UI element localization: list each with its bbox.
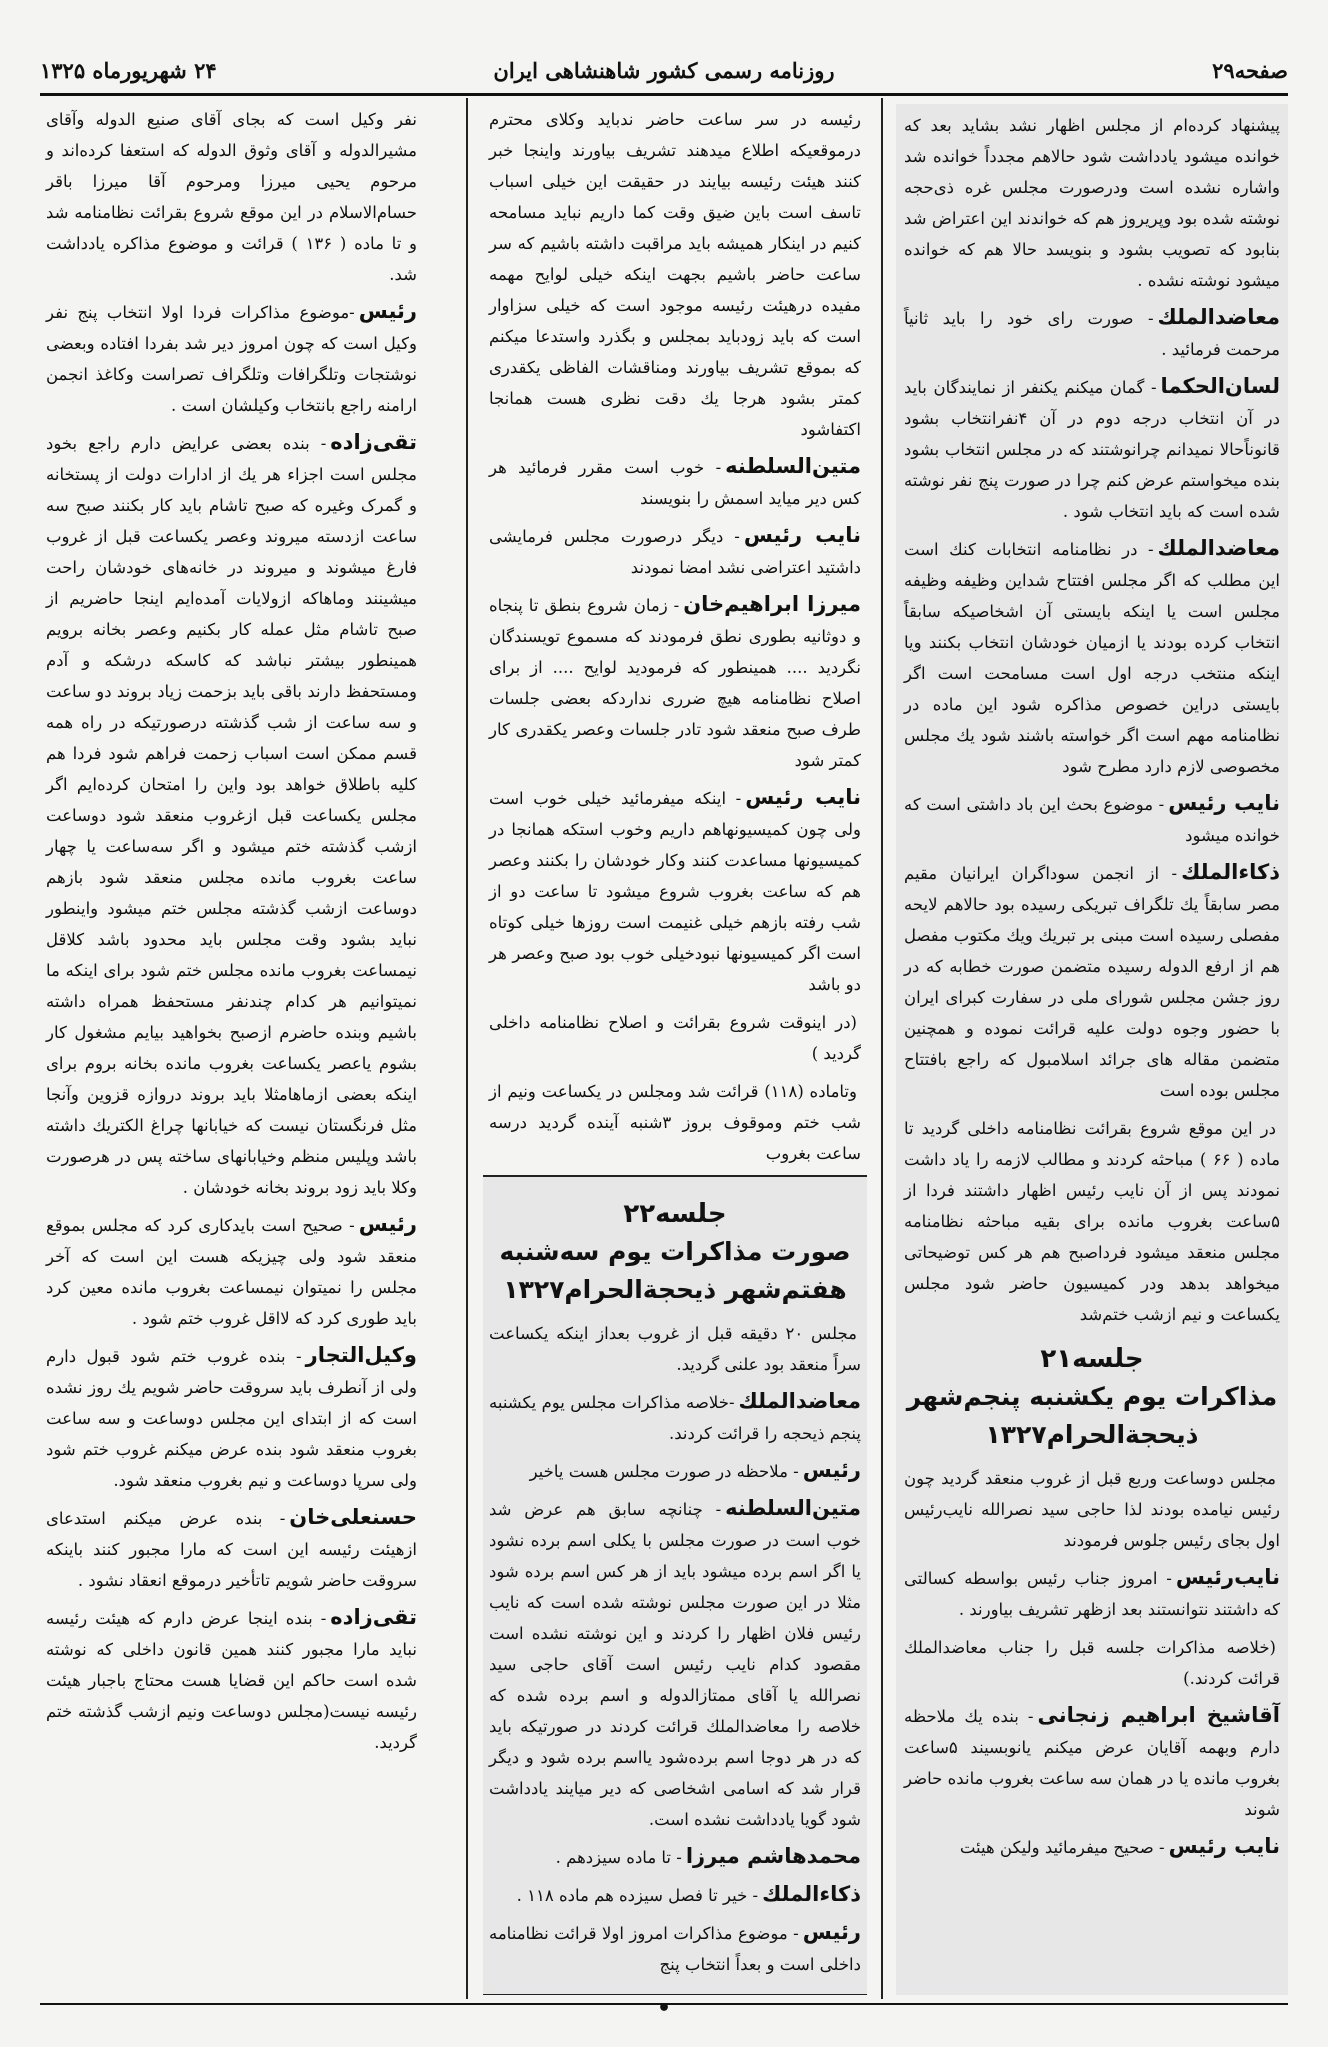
paragraph-text: (خلاصه مذاکرات جلسه قبل را جناب معاضدالملك قرائت کردند.) bbox=[904, 1638, 1280, 1688]
paragraph-text: - بنده غروب ختم شود قبول دارم ولی از آنطرف باید سروقت حاضر شویم یك روز نشده است که از ابتدای این مجلس دوساعت و سه ساعت بغروب منعقد شود بنده عرض میکنم غروب ختم شود ولی سرپا دوساعت و نیم بغروب منعقد شود. bbox=[46, 1347, 417, 1490]
paragraph bbox=[904, 371, 1280, 527]
right-column bbox=[896, 104, 1288, 1995]
paragraph-text: - موضوع بحث این باد داشتی است که خوانده میشود bbox=[904, 795, 1280, 845]
paragraph bbox=[904, 1112, 1280, 1330]
paragraph bbox=[489, 1841, 861, 1873]
paragraph-text: - بنده بعضی عرایض دارم راجع بخود مجلس است اجزاء هر یك از ادارات دولت از پستخانه و گمرک وغیره که صبح تاشام باید کار بکنند صبح سه ساعت ازدسته میروند وعصر یکساعت قبل از غروب فارغ میشوند و میروند در خانه‌های خودشان راحت میشینند وماهاکه ازولایات آمده‌ایم اینجا حاضریم از صبح تاشام مثل عمله کار بکنیم وعصر بخانه برویم همینطور بیشتر نباشد که کاسکه درشکه و آدم ومستحفظ دارند باقی باید بزحمت زیاد بروند دو ساعت و سه ساعت از شب گذشته درصورتیکه در راه همه قسم ممکن است اسباب زحمت فراهم شود فردا هم کلیه باطلاق خواهد بود واین را امتحان کرده‌ایم اگر مجلس یکساعت قبل ازغروب منعقد شود دوساعت ازشب گذشته ختم میشود و اگر سه‌ساعت یا چهار ساعت بغروب مانده مجلس منعقد شود بازهم دوساعت ازشب گذشته مجلس ختم میشود واینطور نباید بشود وقت مجلس باید محدود باشد کلاقل نیمساعت بغروب مانده مجلس ختم شود برای اینکه ما نمیتوانیم هر کدام چندنفر مستحفظ همراه داشته باشیم وبنده حاضرم ازصبح بخواهید بیایم مشغول کار بشوم یاعصر یکساعت بغروب مانده بخانه بروم برای اینکه بعضی ازماهامثلا باید بروند دروازه قزوین وآنجا مثل فرنگستان نیست که خیابانها چراغ الکتریك داشته باشد وپلیس منظم وخیابانهای ساخته پس در هرصورت وکلا باید زود بروند بخانه خودشان . bbox=[46, 434, 417, 1197]
paragraph bbox=[489, 1075, 861, 1169]
speaker-name: آقاشیخ ابراهیم زنجانی bbox=[1037, 1703, 1281, 1727]
paragraph bbox=[46, 296, 417, 421]
speaker-name: لسان‌الحکما bbox=[1160, 374, 1280, 398]
paragraph-text: در این موقع شروع بقرائت نظامنامه داخلی گردید تا ماده ( ۶۶ ) مباحثه کردند و مطالب لازمه را یاد داشت نمودند پس از آن نایب رئیس اظهار داشتند فردا از ۵ساعت بغروب مانده برای بقیه مباحثه نظامنامه مجلس منعقد میشود فرداصبح هم هر کس توضیحاتی میخواهد بدهد ودر کمیسیون حاضر شود مجلس یکساعت و نیم ازشب ختم‌شد bbox=[904, 1119, 1280, 1324]
speaker-name: متین‌السلطنه bbox=[725, 454, 861, 478]
paragraph bbox=[489, 451, 861, 514]
session-number: جلسه۲۲ bbox=[623, 1199, 727, 1229]
newspaper-title: روزنامه رسمی کشور شاهنشاهی ایران bbox=[493, 58, 835, 83]
paragraph-text: - اینکه میفرمائید خیلی خوب است ولی چون کمیسیونهاهم داریم وخوب استکه همانجا در کمیسیونها مساعدت کنند وکار خودشان را بکنند وعصر هم که ساعت بغروب شروع میشود تا ساعت دو از شب رفته بازهم خیلی غنیمت است روزها خیلی کوتاه است اگر کمیسیونها نبودخیلی خوب بود صبح وعصر هر دو باشد bbox=[489, 789, 861, 994]
right-column-paras-2 bbox=[904, 1462, 1280, 1863]
paragraph-text: - امروز جناب رئیس بواسطه کسالتی که داشتند نتوانستند بعد ازظهر تشریف بیاورند . bbox=[904, 1569, 1280, 1619]
speaker-name: معاضدالملك bbox=[738, 1389, 861, 1413]
paragraph bbox=[46, 1502, 417, 1596]
paragraph-text: وتاماده (۱۱۸) قرائت شد ومجلس در یکساعت ونیم از شب ختم وموقوف بروز ۳شنبه آینده گردید درسه ساعت بغروب bbox=[489, 1082, 861, 1163]
speaker-name: ذکاءالملك bbox=[1181, 860, 1280, 884]
paragraph bbox=[489, 589, 861, 776]
speaker-name: رئیس bbox=[802, 1458, 861, 1482]
speaker-name: نایب رئیس bbox=[1168, 1834, 1280, 1858]
paragraph bbox=[904, 533, 1280, 782]
session-22-heading bbox=[489, 1195, 861, 1309]
issue-date: ۲۴ شهریورماه ۱۳۲۵ bbox=[40, 58, 217, 83]
paragraph bbox=[489, 782, 861, 1000]
paragraph-text: - خوب است مقرر فرمائید هر کس دیر میاید اسمش را بنویسند bbox=[489, 458, 861, 508]
speaker-name: ذکاءالملك bbox=[762, 1882, 861, 1906]
header-rule bbox=[40, 93, 1288, 96]
paragraph bbox=[489, 1493, 861, 1835]
speaker-name: معاضدالملك bbox=[1157, 305, 1280, 329]
paragraph bbox=[46, 427, 417, 1203]
paragraph bbox=[489, 1006, 861, 1069]
session-title: مذاکرات یوم یکشنبه پنجم‌شهر ذیحجةالحرام۱۳۲۷ bbox=[906, 1382, 1278, 1449]
session-22-box bbox=[483, 1175, 867, 1995]
paragraph-text: (در اینوقت شروع بقرائت و اصلاح نظامنامه داخلی گردید ) bbox=[489, 1013, 861, 1063]
paragraph bbox=[489, 1879, 861, 1911]
paragraph bbox=[904, 1631, 1280, 1694]
paragraph-text: - چنانچه سابق هم عرض شد خوب است در صورت مجلس با یکلی اسم برده نشود یا اگر اسم برده میشود باید از هر کس اسم برده شود مثلا در این صورت مجلس نوشته شده است که نایب رئیس فلان اظهار را کردند و این نوشته نشده است مقصود کدام نایب رئیس است آقای حاجی سید نصرالله یا آقای ممتازالدوله و اسم برده شده که خلاصه را معاضدالملك قرائت کردند در صورتیکه باید که در هر دوجا اسم برده‌شود یااسم برده شود و دیگر قرار شد که اسامی اشخاصی که دیر میایند یادداشت شود گویا یادداشت نشده است. bbox=[489, 1500, 861, 1829]
paragraph bbox=[489, 1917, 861, 1980]
session-title: صورت مذاکرات یوم سه‌شنبه هفتم‌شهر ذیحجةالحرام۱۳۲۷ bbox=[499, 1237, 851, 1304]
speaker-name: نایب رئیس bbox=[1168, 791, 1281, 815]
session-21-heading bbox=[904, 1340, 1280, 1454]
speaker-name: رئیس bbox=[358, 299, 417, 323]
speaker-name: رئیس bbox=[358, 1212, 417, 1236]
paragraph bbox=[904, 788, 1280, 851]
page-number: صفحه۲۹ bbox=[1212, 58, 1288, 83]
speaker-name: محمدهاشم میرزا bbox=[685, 1844, 861, 1868]
speaker-name: وکیل‌التجار bbox=[305, 1343, 417, 1367]
speaker-name: تقی‌زاده bbox=[330, 1605, 417, 1629]
paragraph-text: - بنده اینجا عرض دارم که هیئت رئیسه نباید مارا مجبور کنند همین قانون داخلی که نوشته شده است حاکم این قضایا هست محتاج باجبار هیئت رئیسه نیست(مجلس دوساعت ونیم ازشب گذشته ختم گردید. bbox=[46, 1609, 417, 1752]
paragraph bbox=[904, 857, 1280, 1106]
paragraph-text: - دیگر درصورت مجلس فرمایشی داشتید اعتراضی نشد امضا نمودند bbox=[489, 527, 861, 577]
paragraph-text: - از انجمن سوداگران ایرانیان مقیم مصر سابقاً یك تلگراف تبریکی رسیده بود حالاهم لایحه مفصلی رسیده است مبنی بر تبریك ویك مکتوب مفصل هم از ارفع الدوله رسیده متضمن صورت خطابه که در روز جشن مجلس شورای ملی در سفارت کبرای ایران با حضور وجوه دولت علیه قرائت نموده و همچنین متضمن مقاله های جرائد اسلامبول که راجع بافتتاح مجلس بوده است bbox=[904, 864, 1280, 1100]
middle-column-paras-1 bbox=[489, 451, 861, 1169]
paragraph-text: - بنده یك ملاحظه دارم وبهمه آقایان عرض میکنم یانوبسیند ۵ساعت بغروب مانده یا در همان سه ساعت بغروب مانده حاضر شوند bbox=[904, 1707, 1280, 1819]
speaker-name: میرزا ابراهیم‌خان bbox=[683, 592, 861, 616]
speaker-name: حسنعلی‌خان bbox=[289, 1505, 417, 1529]
paragraph bbox=[489, 1317, 861, 1380]
paragraph-text: - گمان میکنم یکنفر از نمایندگان باید در آن انتخاب درجه دوم در آن ۴نفرانتخاب بشود قانوناًحالا نمیدانم چرانوشتند که در مجلس انتخاب بشود بنده میخواستم عرض کنم چرا در صورت پنج نفر نوشته شده است که باید انتخاب شود . bbox=[904, 378, 1280, 521]
page-header bbox=[40, 52, 1288, 92]
paragraph bbox=[904, 1700, 1280, 1825]
paragraph bbox=[489, 1455, 861, 1487]
paragraph-text: -خلاصه مذاکرات مجلس یوم یکشنبه پنجم ذیحجه را قرائت کردند. bbox=[489, 1393, 861, 1443]
paragraph bbox=[904, 1462, 1280, 1556]
speaker-name: معاضدالملك bbox=[1157, 536, 1280, 560]
session-number: جلسه۲۱ bbox=[1040, 1344, 1144, 1374]
right-column-paras-1 bbox=[904, 302, 1280, 1330]
paragraph-text: - صحیح میفرمائید ولیکن هیئت bbox=[959, 1838, 1165, 1857]
paragraph bbox=[489, 1386, 861, 1449]
paragraph-text: مجلس ۲۰ دقیقه قبل از غروب بعداز اینکه یکساعت سراً منعقد بود علنی گردید. bbox=[489, 1324, 861, 1374]
paragraph bbox=[489, 520, 861, 583]
speaker-name: نایب رئیس bbox=[743, 523, 861, 547]
speaker-name: تقی‌زاده bbox=[330, 430, 417, 454]
paragraph bbox=[904, 1562, 1280, 1625]
speaker-name: متین‌السلطنه bbox=[725, 1496, 861, 1520]
speaker-name: نایب رئیس bbox=[745, 785, 861, 809]
right-column-intro: پیشنهاد کرده‌ام از مجلس اظهار نشد بشاید بعد که خوانده میشود یادداشت شود حالاهم مجدداً خوانده شد واشاره نشده است ودرصورت مجلس غره ذی‌حجه نوشته شده بود وپریروز هم که خواندند این اعتراض شد بنابود که تصویب بشود و بنویسد حالا هم که خوانده میشود نوشته نشده . bbox=[904, 116, 1280, 290]
column-divider-right bbox=[881, 98, 883, 1999]
paragraph-text: - صحیح است بایدکاری کرد که مجلس بموقع منعقد شود ولی چیزیکه هست این است که آخر مجلس را نمیتوان نیمساعت بغروب مانده معین کرد باید طوری کرد که لااقل غروب ختم شود . bbox=[46, 1216, 417, 1328]
paragraph bbox=[46, 1209, 417, 1334]
paragraph-text: - زمان شروع بنطق تا پنجاه و دوثانیه بطوری نطق فرمودند که مسموع تویسندگان نگردید .... همینطور که فرمودید لوایح .... از برای اصلاح نظامنامه هیچ ضرری نداردکه بعضی جلسات طرف صبح منعقد شود تادر جلسات وعصر یکقدری کار کمتر شود bbox=[489, 596, 861, 770]
paragraph-text: - در نظامنامه انتخابات کنك است این مطلب که اگر مجلس افتتاح شداین وظیفه وظیفه مجلس است یا اینکه بایستی آن اشخاصیکه سابقاً انتخاب کرده بودند یا ازمیان خودشان انتخاب بکنند ویا اینکه منتخب درجه اول است مسامحت است اگر بایستی دراین خصوص مذاکره شود این ماده در نظامنامه مهم است اگر خواسته باشند شود یك مجلس مخصوصی لازم دارد مطرح شود bbox=[904, 540, 1280, 776]
paragraph-text: - تا ماده سیزدهم . bbox=[555, 1848, 682, 1867]
middle-column-intro: رئیسه در سر ساعت حاضر ندباید وکلای محترم درموقعیکه اطلاع میدهند تشریف بیاورند واینجا خبر کنند هیئت رئیسه بیایند در حقیقت این خیلی اسباب تاسف است باین ضیق وقت کما داریم نباید مسامحه کنیم در اینکار همیشه باید مراقبت داشته باشیم که سر ساعت حاضر باشیم بجهت اینکه خیلی لوایح مهمه مفیده درهیئت رئیسه موجود است که خیلی سزاوار است که باید زودباید بمجلس و بگذرد واستدعا میکنم که بموقع تشریف بیاورند ومناقشات الفاظی یکقدری کمتر بشود هرجا یك دقت نظری هست همانجا اکتفاشود bbox=[489, 110, 861, 439]
left-column-intro: نفر وکیل است که بجای آقای صنیع الدوله وآقای مشیرالدوله و آقای وثوق الدوله که استعفا کرده‌اند و مرحوم یحیی میرزا ومرحوم آقا میرزا باقر حسام‌الاسلام در این موقع شروع بقرائت نظامنامه شد و تا ماده ( ۱۳۶ ) قرائت و موضوع مذاکره یادداشت شد. bbox=[46, 110, 417, 284]
speaker-name: رئیس bbox=[802, 1920, 861, 1944]
middle-column bbox=[483, 104, 867, 1995]
footer-mark: • bbox=[656, 1996, 672, 2021]
paragraph bbox=[904, 1831, 1280, 1863]
paragraph-text: - بنده عرض میکنم استدعای ازهیئت رئیسه این است که مارا مجبور کنند باینکه سروقت حاضر شویم تاتأخیر درموقع انعقاد نشود . bbox=[46, 1509, 417, 1590]
left-column bbox=[40, 104, 423, 1995]
paragraph bbox=[46, 1340, 417, 1496]
paragraph bbox=[904, 302, 1280, 365]
paragraph-text: مجلس دوساعت وربع قبل از غروب منعقد گردید چون رئیس نیامده بودند لذا حاجی سید نصرالله نایب‌رئیس اول بجای رئیس جلوس فرمودند bbox=[904, 1469, 1280, 1550]
speaker-name: نایب‌رئیس bbox=[1175, 1565, 1280, 1589]
paragraph-text: - موضوع مذاکرات امروز اولا قرائت نظامنامه داخلی است و بعداً انتخاب پنج bbox=[489, 1924, 861, 1974]
paragraph-text: - ملاحظه در صورت مجلس هست یاخیر bbox=[529, 1462, 799, 1481]
column-divider-left bbox=[466, 98, 468, 1999]
paragraph-text: -موضوع مذاکرات فردا اولا انتخاب پنج نفر وکیل است که چون امروز دیر شد بفردا افتاده وبعضی نوشتجات وتلگرافات وتلگراف تصراست وکاغذ انجمن ارامنه راجع بانتخاب وکیلشان است . bbox=[46, 303, 417, 415]
paragraph-text: - خیر تا فصل سیزده هم ماده ۱۱۸ . bbox=[516, 1886, 759, 1905]
paragraph bbox=[46, 1602, 417, 1758]
paragraph-text: - صورت رای خود را باید ثانیاً مرحمت فرمائید . bbox=[904, 309, 1280, 359]
